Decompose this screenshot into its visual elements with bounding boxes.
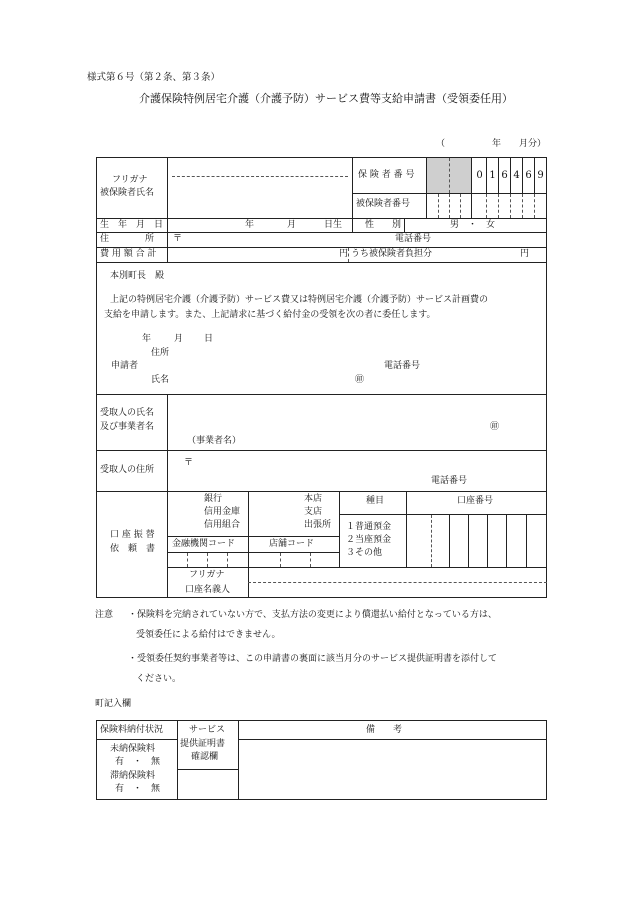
period-year: 年 [492, 139, 502, 149]
form-title: 介護保険特例居宅介護（介護予防）サービス費等支給申請書（受領委任用） [139, 92, 513, 105]
period-open: （ [436, 139, 446, 149]
account-number-field[interactable] [407, 515, 546, 566]
cost-yen: 円 [339, 249, 349, 259]
store-code-field[interactable] [249, 553, 339, 567]
insurer-digit: 6 [525, 170, 532, 181]
office-heading: 町記入欄 [95, 699, 132, 709]
account-holder-field[interactable] [250, 568, 546, 597]
account-type-header: 種目 [366, 496, 385, 506]
bank-label1: 口 座 振 替 [110, 530, 155, 540]
burden-label: うち被保険者負担分 [351, 249, 433, 259]
insured-number-field[interactable] [427, 194, 546, 218]
application-body-line2: 支給を申請します。また、上記請求に基づく給付金の受領を次の者に委任します。 [104, 310, 436, 320]
recipient-phone-label: 電話番号 [431, 476, 468, 486]
insurer-digit: 1 [489, 170, 496, 181]
recipient-address-field[interactable] [195, 454, 415, 484]
bank-option-bank: 銀行 [204, 494, 223, 504]
application-day: 日 [204, 334, 214, 344]
burden-yen: 円 [520, 249, 530, 259]
applicant-address-label: 住所 [151, 348, 170, 358]
recipient-seal: ㊞ [490, 422, 500, 432]
cost-total-field[interactable] [170, 248, 335, 262]
arrears-premium-value[interactable]: 有 ・ 無 [115, 784, 161, 794]
insurer-digit: 4 [513, 170, 520, 181]
birth-month: 月 [287, 220, 297, 230]
unpaid-premium-value[interactable]: 有 ・ 無 [115, 757, 161, 767]
unpaid-premium-label: 未納保険料 [110, 744, 156, 754]
remarks-label: 備 考 [366, 725, 403, 735]
account-type-1[interactable]: １普通預金 [346, 522, 392, 532]
applicant-phone-label: 電話番号 [384, 361, 421, 371]
insured-name-field[interactable] [170, 179, 350, 215]
holder-furigana-label: フリガナ [189, 570, 225, 580]
note2-line1: ・受領委任契約事業者等は、この申請書の裏面に該当月分のサービス提供証明書を添付して [128, 654, 498, 664]
address-field[interactable] [185, 233, 385, 246]
address-phone-label: 電話番号 [395, 234, 432, 244]
period-month: 月分） [519, 139, 547, 149]
branch-option-branch: 支店 [304, 507, 323, 517]
bank-option-credit-bank: 信用金庫 [204, 507, 241, 517]
birth-label: 生 年 月 日 [100, 220, 164, 230]
application-year: 年 [142, 334, 152, 344]
bank-code-label: 金融機関コード [172, 539, 236, 549]
application-month: 月 [174, 334, 184, 344]
bank-option-credit-union: 信用組合 [204, 520, 241, 530]
insurer-digit: 9 [537, 170, 544, 181]
insured-name-label: 被保険者氏名 [100, 188, 155, 198]
recipient-business-name: （事業者名） [187, 436, 242, 446]
burden-field[interactable] [455, 248, 517, 262]
form-number: 様式第６号（第２条、第３条） [87, 72, 221, 83]
store-code-label: 店舗コード [269, 539, 315, 549]
birth-day: 日生 [324, 220, 343, 230]
recipient-name-field[interactable] [170, 398, 470, 428]
arrears-premium-label: 滞納保険料 [110, 771, 156, 781]
service-label-line3: 確認欄 [191, 752, 219, 762]
branch-option-head: 本店 [304, 494, 323, 504]
recipient-postal: 〒 [184, 458, 194, 468]
recipient-address-label: 受取人の住所 [100, 465, 155, 475]
bank-code-field[interactable] [168, 553, 248, 567]
recipient-name-label1: 受取人の氏名 [100, 408, 155, 418]
bank-label2: 依 頼 書 [110, 544, 156, 554]
cost-total-label: 費 用 額 合 計 [100, 249, 157, 259]
insurer-number-label: 保 険 者 番 号 [358, 170, 415, 180]
applicant-name-label: 氏名 [151, 375, 170, 385]
holder-name-label: 口座名義人 [185, 585, 231, 595]
account-number-header: 口座番号 [457, 496, 494, 506]
branch-option-sub: 出張所 [304, 520, 332, 530]
address-label: 住 所 [100, 234, 155, 244]
remarks-field[interactable] [240, 741, 545, 798]
account-type-2[interactable]: ２当座預金 [346, 535, 392, 545]
note2-line2: ください。 [136, 674, 182, 684]
sex-label: 性 別 [365, 220, 402, 230]
service-label-line2: 提供証明書 [180, 739, 226, 749]
applicant-seal: ㊞ [355, 375, 365, 385]
note1-line1: ・保険料を完納されていない方で、支払方法の変更により償還払い給付となっている方は、 [128, 610, 497, 620]
note1-line2: 受領委任による給付はできません。 [136, 630, 281, 640]
insurer-digit: 6 [501, 170, 508, 181]
insured-furigana-label: フリガナ [112, 175, 148, 185]
address-postal: 〒 [173, 234, 183, 244]
insurer-digit: 0 [476, 170, 483, 181]
recipient-name-label2: 及び事業者名 [100, 422, 155, 432]
application-body-line1: 上記の特例居宅介護（介護予防）サービス費又は特例居宅介護（介護予防）サービス計画費の [110, 295, 489, 305]
account-type-3[interactable]: ３その他 [346, 548, 383, 558]
premium-status-label: 保険料納付状況 [100, 725, 164, 735]
sex-value[interactable]: 男 ・ 女 [450, 220, 496, 230]
birth-year: 年 [245, 220, 255, 230]
insured-number-label: 被保険者番号 [356, 199, 411, 209]
notes-label: 注意 [95, 610, 114, 620]
addressee: 本別町長 殿 [110, 271, 165, 281]
applicant-label: 申請者 [111, 361, 139, 371]
service-label-line1: サービス [189, 725, 226, 735]
